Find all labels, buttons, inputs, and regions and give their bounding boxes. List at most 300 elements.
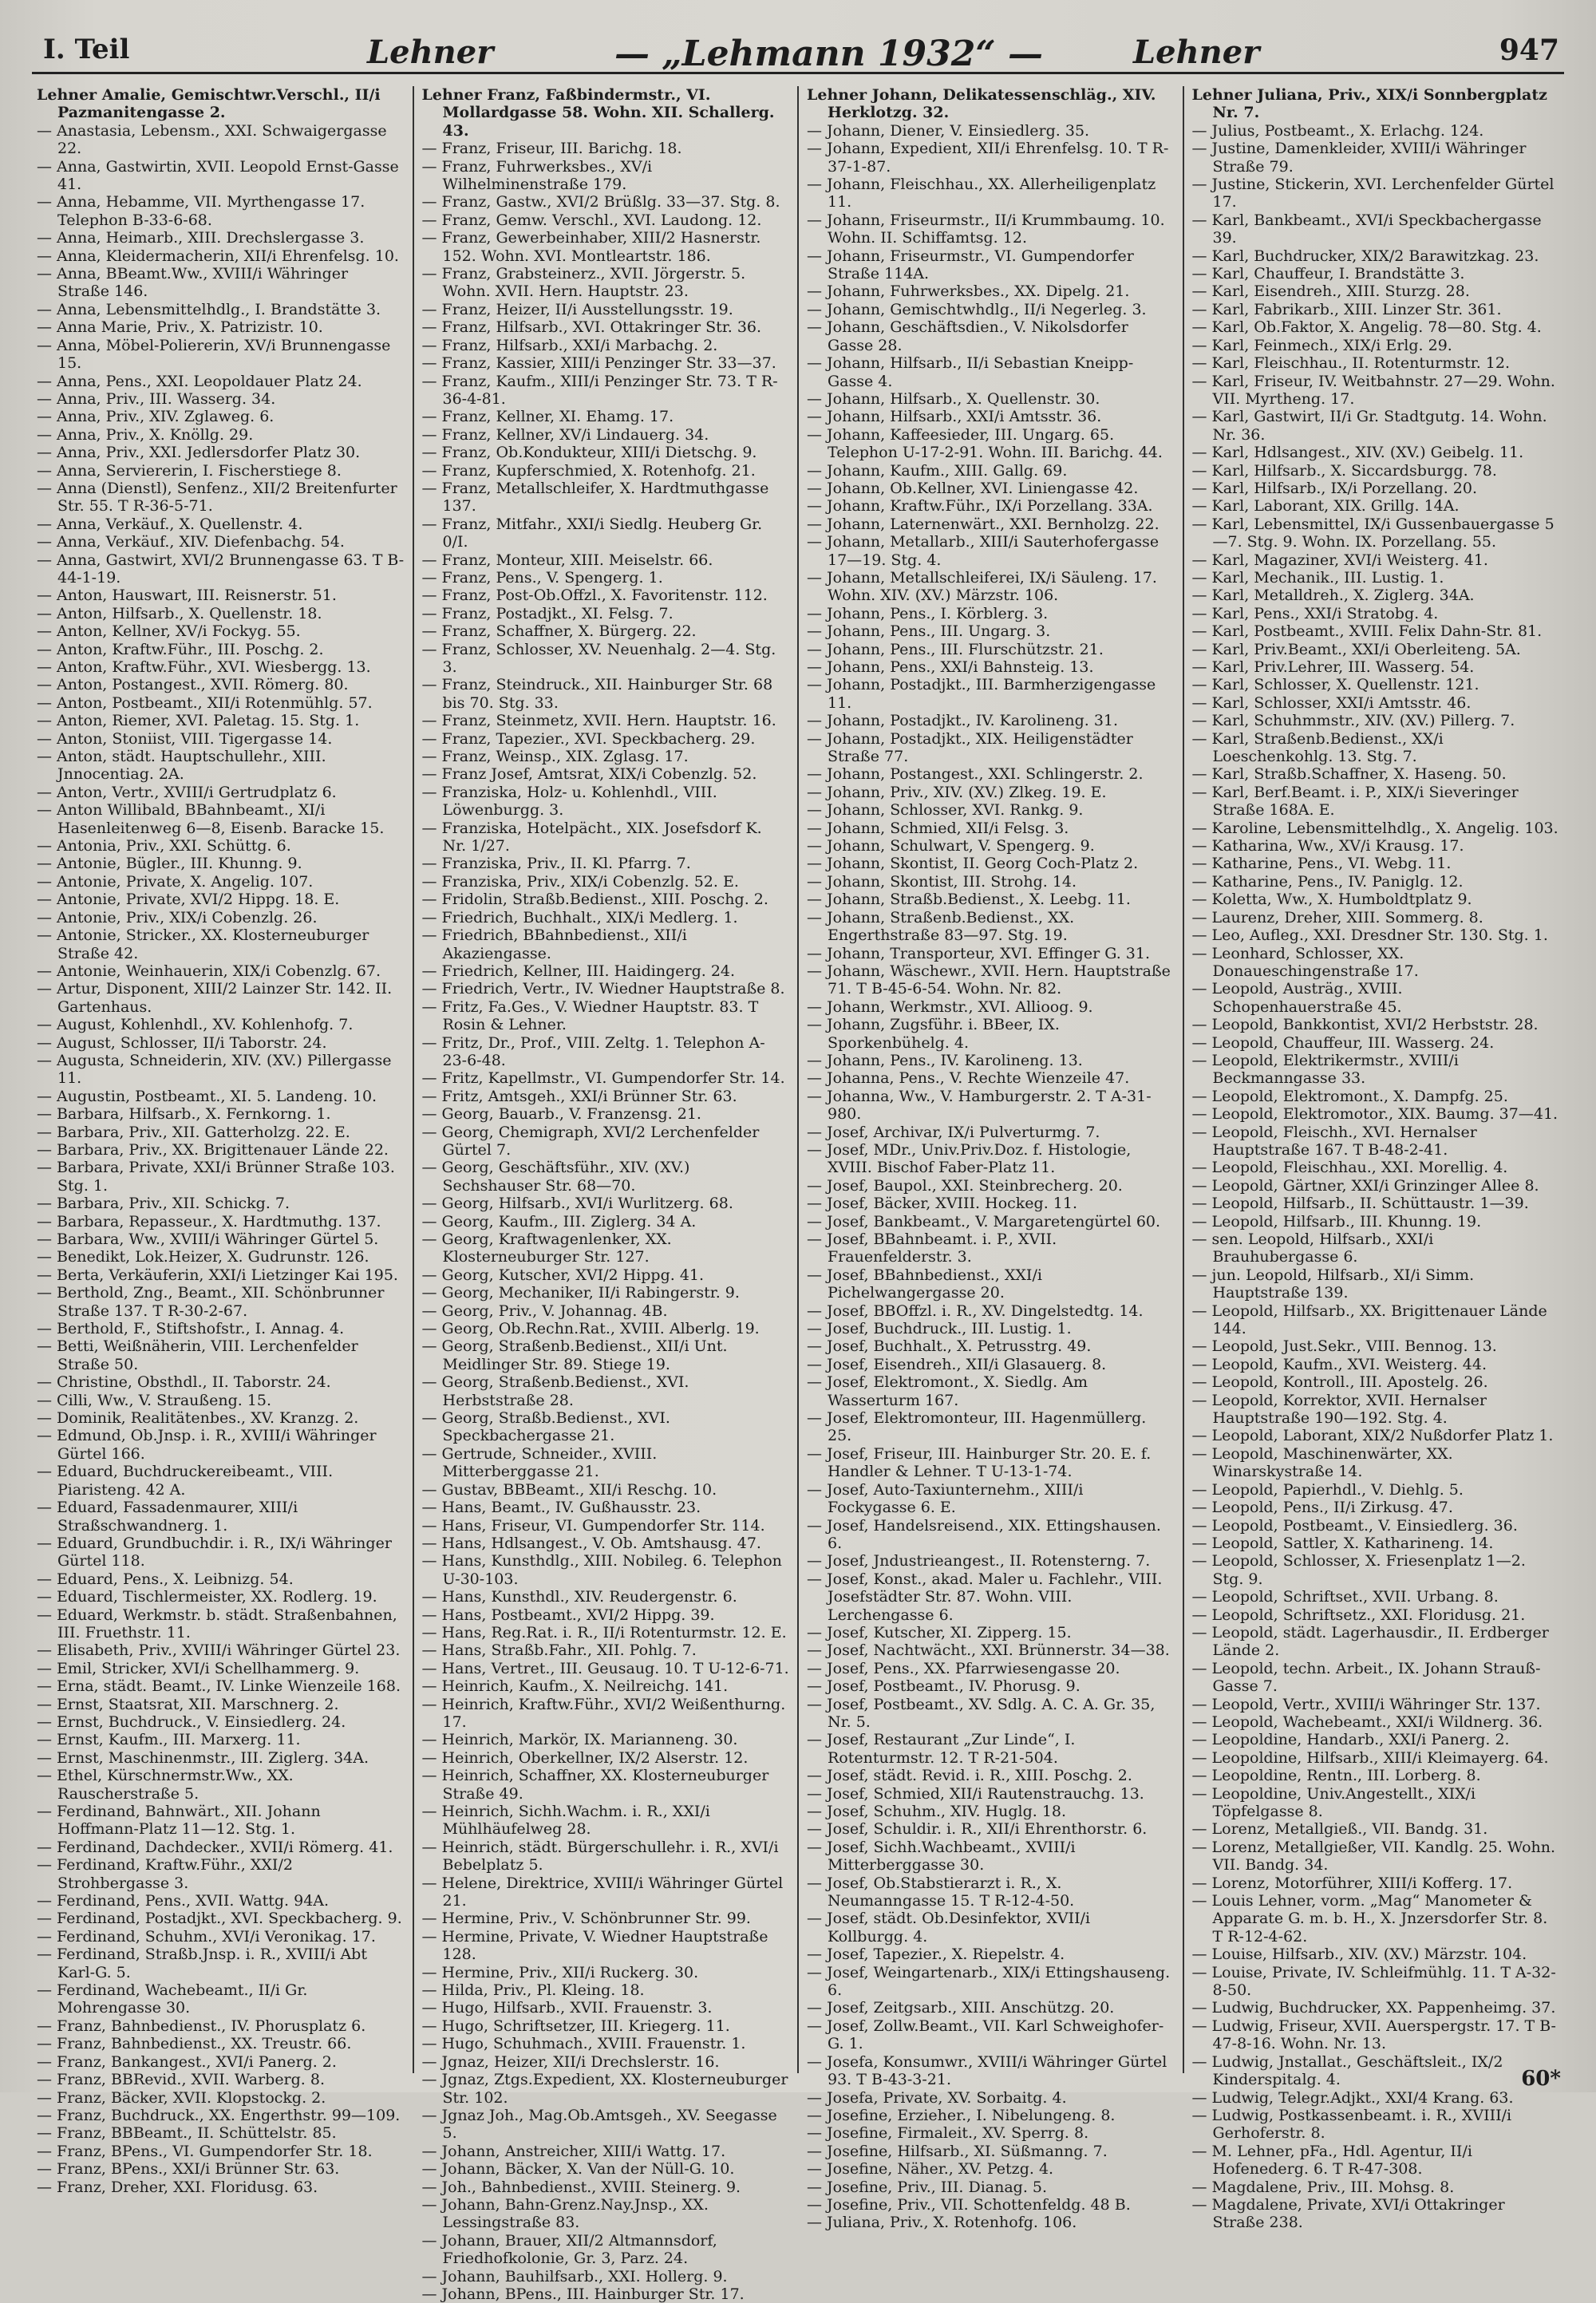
directory-entry: — Karl, Schlosser, X. Quellenstr. 121. bbox=[1191, 676, 1479, 694]
directory-entry: — Leopold, Gärtner, XXI/i Grinzinger Allee 8. bbox=[1191, 1176, 1539, 1195]
directory-entry: — Johann, Hilfsarb., X. Quellenstr. 30. bbox=[807, 389, 1100, 408]
directory-entry: — Johann, Werkmstr., XVI. Allioog. 9. bbox=[807, 997, 1093, 1016]
directory-entry: — Josef, Weingartenarb., XIX/i Ettingshauseng. 6. bbox=[807, 1963, 1171, 2000]
directory-entry: — Benedikt, Lok.Heizer, X. Gudrunstr. 126. bbox=[37, 1248, 369, 1266]
directory-entry: — Friedrich, Buchhalt., XIX/i Medlerg. 1. bbox=[421, 908, 738, 926]
directory-entry: — Anna, Möbel-Poliererin, XV/i Brunnengasse 15. bbox=[37, 336, 391, 373]
directory-entry: — Anna, Verkäuf., XIV. Diefenbachg. 54. bbox=[37, 533, 345, 551]
directory-entry: — Georg, Chemigraph, XVI/2 Lerchenfelder Gürtel 7. bbox=[421, 1123, 760, 1159]
directory-entry: — Ludwig, Postkassenbeamt. i. R., XVIII/i Gerhoferstr. 8. bbox=[1191, 2106, 1512, 2143]
directory-entry: — Franz, Ob.Kondukteur, XIII/i Dietschg. 9. bbox=[421, 444, 757, 462]
directory-entry: — sen. Leopold, Hilfsarb., XXI/i Brauhubergasse 6. bbox=[1191, 1231, 1434, 1266]
directory-entry: — Eduard, Fassadenmaurer, XIII/i Straßschwandnerg. 1. bbox=[37, 1499, 298, 1535]
directory-entry: — Leopold, Fleischh., XVI. Hernalser Hauptstraße 167. T B-48-2-41. bbox=[1191, 1123, 1477, 1159]
directory-entry: — Barbara, Hilfsarb., X. Fernkorng. 1. bbox=[37, 1105, 331, 1124]
directory-entry: — Georg, Mechaniker, II/i Rabingerstr. 9. bbox=[421, 1284, 740, 1302]
directory-entry: — Eduard, Pens., X. Leibnizg. 54. bbox=[37, 1570, 294, 1588]
directory-entry: — Franz, Dreher, XXI. Floridusg. 63. bbox=[37, 2178, 318, 2196]
directory-entry: — Emil, Stricker, XVI/i Schellhammerg. 9. bbox=[37, 1659, 360, 1677]
directory-entry: — Hans, Reg.Rat. i. R., II/i Rotenturmstr. 12. E. bbox=[421, 1623, 787, 1641]
directory-entry: — Ferdinand, Dachdecker., XVII/i Römerg. 41. bbox=[37, 1838, 393, 1856]
directory-entry: — Josefa, Private, XV. Sorbaitg. 4. bbox=[807, 2088, 1067, 2107]
directory-entry: — Johann, Expedient, XII/i Ehrenfelsg. 10. T R-37-1-87. bbox=[807, 140, 1169, 176]
directory-entry: — Ludwig, Friseur, XVII. Auerspergstr. 17. T B-47-8-16. Wohn. Nr. 13. bbox=[1191, 2017, 1556, 2053]
directory-entry: — Leopold, Laborant, XIX/2 Nußdorfer Platz 1. bbox=[1191, 1427, 1554, 1445]
directory-entry: — Josef, MDr., Univ.Priv.Doz. f. Histologie, XVIII. Bischof Faber-Platz 11. bbox=[807, 1140, 1132, 1177]
directory-entry: — Johann, Fuhrwerksbes., XX. Dipelg. 21. bbox=[807, 282, 1130, 301]
directory-entry: — Johann, Kraftw.Führ., IX/i Porzellang. 33A. bbox=[807, 497, 1153, 516]
directory-entry: — Johann, Anstreicher, XIII/i Wattg. 17. bbox=[421, 2142, 726, 2160]
directory-entry: Lehner Franz, Faßbindermstr., VI. Mollardgasse 58. Wohn. XII. Schallerg. 43. bbox=[421, 86, 775, 140]
directory-entry: — Hugo, Hilfsarb., XVII. Frauenstr. 3. bbox=[421, 1999, 713, 2017]
directory-entry: — Betti, Weißnäherin, VIII. Lerchenfelder Straße 50. bbox=[37, 1337, 358, 1373]
directory-entry: — Anna, Verkäuf., X. Quellenstr. 4. bbox=[37, 515, 303, 533]
page-number: 947 bbox=[1499, 34, 1559, 67]
directory-entry: — Josef, städt. Ob.Desinfektor, XVII/i Kollburgg. 4. bbox=[807, 1910, 1091, 1946]
directory-entry: — Leopold, Kaufm., XVI. Weisterg. 44. bbox=[1191, 1355, 1487, 1373]
directory-entry: — Anton, Riemer, XVI. Paletag. 15. Stg. 1. bbox=[37, 712, 360, 730]
directory-entry: — Johann, Bauhilfsarb., XXI. Hollerg. 9. bbox=[421, 2267, 728, 2285]
directory-entry: — Karl, Schuhmmstr., XIV. (XV.) Pillerg. 7. bbox=[1191, 712, 1515, 730]
directory-entry: — Franz, Gemw. Verschl., XVI. Laudong. 12. bbox=[421, 211, 762, 229]
directory-entry: — Augustin, Postbeamt., XI. 5. Landeng. 10. bbox=[37, 1087, 377, 1105]
directory-entry: — Johann, Straßb.Bedienst., X. Leebg. 11. bbox=[807, 891, 1131, 909]
directory-entry: — Josef, Pens., XX. Pfarrwiesengasse 20. bbox=[807, 1659, 1120, 1677]
directory-entry: — Johann, Schmied, XII/i Felsg. 3. bbox=[807, 819, 1069, 837]
directory-entry: — Justine, Stickerin, XVI. Lerchenfelder Gürtel 17. bbox=[1191, 176, 1555, 211]
directory-entry: — Dominik, Realitätenbes., XV. Kranzg. 2. bbox=[37, 1409, 359, 1428]
directory-entry: — Ferdinand, Kraftw.Führ., XXI/2 Strohbergasse 3. bbox=[37, 1856, 293, 1892]
directory-entry: — Franz, BBBeamt., II. Schüttelstr. 85. bbox=[37, 2124, 337, 2143]
directory-entry: — Julius, Postbeamt., X. Erlachg. 124. bbox=[1191, 121, 1484, 140]
page-header bbox=[32, 30, 1564, 74]
directory-entry: — Leo, Aufleg., XXI. Dresdner Str. 130. Stg. 1. bbox=[1191, 926, 1548, 945]
directory-entry: — Franz, Mitfahr., XXI/i Siedlg. Heuberg Gr. 0/I. bbox=[421, 515, 763, 551]
directory-entry: — Franziska, Priv., II. Kl. Pfarrg. 7. bbox=[421, 855, 691, 873]
directory-entry: — Johann, Hilfsarb., II/i Sebastian Kneipp-Gasse 4. bbox=[807, 354, 1134, 390]
directory-entry: — Josefine, Erzieher., I. Nibelungeng. 8. bbox=[807, 2106, 1116, 2124]
directory-entry: — Anton, Kraftw.Führ., XVI. Wiesbergg. 13. bbox=[37, 658, 371, 676]
directory-entry: — Barbara, Priv., XX. Brigittenauer Lände 22. bbox=[37, 1140, 389, 1159]
directory-entry: — Anna, Serviererin, I. Fischerstiege 8. bbox=[37, 461, 342, 480]
directory-entry: — Georg, Kraftwagenlenker, XX. Klosterneuburger Str. 127. bbox=[421, 1231, 672, 1266]
directory-entry: — Johann, Ob.Kellner, XVI. Liniengasse 42. bbox=[807, 479, 1139, 497]
directory-entry: — Leopold, Sattler, X. Katharineng. 14. bbox=[1191, 1534, 1494, 1552]
directory-entry: — Franz, Pens., V. Spengerg. 1. bbox=[421, 568, 663, 587]
directory-entry: — Johann, Pens., XXI/i Bahnsteig. 13. bbox=[807, 658, 1094, 676]
directory-entry: — Karl, Straßenb.Bedienst., XX/i Loeschenkohlg. 13. Stg. 7. bbox=[1191, 729, 1444, 766]
directory-entry: — Josef, Archivar, IX/i Pulverturmg. 7. bbox=[807, 1123, 1100, 1141]
directory-entry: — Franz, Bäcker, XVII. Klopstockg. 2. bbox=[37, 2088, 326, 2107]
directory-entry: — Fritz, Fa.Ges., V. Wiedner Hauptstr. 83. T Rosin & Lehner. bbox=[421, 997, 759, 1034]
directory-entry: — Josef, Schuldir. i. R., XII/i Ehrenthorstr. 6. bbox=[807, 1820, 1148, 1839]
directory-entry: — Josef, Nachtwächt., XXI. Brünnerstr. 34—38. bbox=[807, 1641, 1170, 1660]
directory-entry: — Josef, Zollw.Beamt., VII. Karl Schweighofer-G. 1. bbox=[807, 2017, 1164, 2053]
directory-entry: — Jgnaz Joh., Mag.Ob.Amtsgeh., XV. Seegasse 5. bbox=[421, 2106, 777, 2143]
directory-entry: — Johann, Straßenb.Bedienst., XX. Engerthstraße 83—97. Stg. 19. bbox=[807, 908, 1075, 945]
directory-entry: — Antonia, Priv., XXI. Schüttg. 6. bbox=[37, 837, 291, 855]
directory-entry: — Berta, Verkäuferin, XXI/i Lietzinger Kai 195. bbox=[37, 1266, 398, 1284]
directory-entry: — Josef, BBOffzl. i. R., XV. Dingelstedtg. 14. bbox=[807, 1302, 1144, 1320]
directory-entry: — Johann, Fleischhau., XX. Allerheiligenplatz 11. bbox=[807, 176, 1156, 211]
directory-entry: — Karl, Fabrikarb., XIII. Linzer Str. 361. bbox=[1191, 300, 1502, 318]
directory-entry: — Ernst, Staatsrat, XII. Marschnerg. 2. bbox=[37, 1695, 339, 1713]
directory-entry: — Karl, Hilfsarb., IX/i Porzellang. 20. bbox=[1191, 479, 1478, 497]
directory-entry: — Ferdinand, Bahnwärt., XII. Johann Hoffmann-Platz 11—12. Stg. 1. bbox=[37, 1803, 321, 1839]
directory-entry: — Karl, Berf.Beamt. i. P., XIX/i Sieveringer Straße 168A. E. bbox=[1191, 783, 1519, 820]
directory-entry: — Anton, Postangest., XVII. Römerg. 80. bbox=[37, 676, 349, 694]
directory-entry: — Gertrude, Schneider., XVIII. Mitterberggasse 21. bbox=[421, 1444, 658, 1481]
directory-columns bbox=[29, 86, 1567, 2303]
directory-entry: — Josef, Elektromonteur, III. Hagenmüllerg. 25. bbox=[807, 1409, 1147, 1445]
directory-entry: — Franz, Kassier, XIII/i Penzinger Str. 33—37. bbox=[421, 354, 776, 373]
directory-entry: — Leopold, Schlosser, X. Friesenplatz 1—2. Stg. 9. bbox=[1191, 1552, 1526, 1588]
directory-entry: — Anna, Heimarb., XIII. Drechslergasse 3. bbox=[37, 229, 365, 247]
directory-entry: — Louise, Private, IV. Schleifmühlg. 11. T A-32-8-50. bbox=[1191, 1963, 1556, 2000]
directory-entry: — Franz, Hilfsarb., XXI/i Marbachg. 2. bbox=[421, 336, 718, 354]
directory-entry: — Heinrich, Oberkellner, IX/2 Alserstr. 12. bbox=[421, 1748, 749, 1767]
directory-entry: — Johann, Brauer, XII/2 Altmannsdorf, Friedhofkolonie, Gr. 3, Parz. 24. bbox=[421, 2231, 717, 2268]
directory-entry: — Georg, Priv., V. Johannag. 4B. bbox=[421, 1302, 668, 1320]
directory-entry: — Josef, Zeitgsarb., XIII. Anschützg. 20. bbox=[807, 1999, 1115, 2017]
directory-entry: — Leopold, Just.Sekr., VIII. Bennog. 13. bbox=[1191, 1337, 1497, 1356]
directory-entry: — Leopoldine, Hilfsarb., XIII/i Kleimayerg. 64. bbox=[1191, 1748, 1549, 1767]
directory-entry: — Josef, Elektromont., X. Siedlg. Am Wasserturm 167. bbox=[807, 1373, 1088, 1409]
directory-entry: — Josef, städt. Revid. i. R., XIII. Poschg. 2. bbox=[807, 1767, 1132, 1785]
directory-entry: — Leopold, Chauffeur, III. Wasserg. 24. bbox=[1191, 1033, 1495, 1052]
directory-entry: — Karl, Bankbeamt., XVI/i Speckbachergasse 39. bbox=[1191, 211, 1542, 247]
directory-entry: — Johann, Metallschleiferei, IX/i Säuleng. 17. Wohn. XIV. (XV.) Märzstr. 106. bbox=[807, 568, 1157, 605]
directory-entry: — Koletta, Ww., X. Humboldtplatz 9. bbox=[1191, 891, 1472, 909]
directory-entry: — Barbara, Priv., XII. Schickg. 7. bbox=[37, 1195, 290, 1213]
directory-entry: — Elisabeth, Priv., XVIII/i Währinger Gürtel 23. bbox=[37, 1641, 401, 1660]
directory-entry: — Leopold, Schriftsetz., XXI. Floridusg. 21. bbox=[1191, 1606, 1526, 1624]
directory-entry: — Heinrich, Markör, IX. Marianneng. 30. bbox=[421, 1731, 738, 1749]
directory-entry: — Hermine, Priv., XII/i Ruckerg. 30. bbox=[421, 1963, 699, 1981]
directory-entry: — Karl, Priv.Lehrer, III. Wasserg. 54. bbox=[1191, 658, 1475, 676]
directory-entry: — Anna, Pens., XXI. Leopoldauer Platz 24. bbox=[37, 372, 362, 390]
directory-entry: — Josef, Postbeamt., IV. Phorusg. 9. bbox=[807, 1677, 1080, 1696]
directory-entry: — Joh., Bahnbedienst., XVIII. Steinerg. 9. bbox=[421, 2178, 741, 2196]
directory-entry: — Franziska, Holz- u. Kohlenhdl., VIII. Löwenburgg. 3. bbox=[421, 783, 717, 820]
directory-entry: — Josef, Jndustrieangest., II. Rotensterng. 7. bbox=[807, 1552, 1151, 1570]
directory-entry: — Leopold, Kontroll., III. Apostelg. 26. bbox=[1191, 1373, 1488, 1392]
directory-entry: — Josef, Sichh.Wachbeamt., XVIII/i Mitterberggasse 30. bbox=[807, 1838, 1076, 1874]
directory-entry: — Franz, Schlosser, XV. Neuenhalg. 2—4. Stg. 3. bbox=[421, 640, 776, 676]
directory-entry: — Johann, Skontist, III. Strohg. 14. bbox=[807, 872, 1077, 891]
directory-entry: — Georg, Straßenb.Bedienst., XVI. Herbststraße 28. bbox=[421, 1373, 689, 1409]
directory-entry: — Ferdinand, Postadjkt., XVI. Speckbacherg. 9. bbox=[37, 1910, 402, 1928]
directory-entry: — Anna Marie, Priv., X. Patrizistr. 10. bbox=[37, 318, 323, 337]
directory-entry: — Leopold, Fleischhau., XXI. Morellig. 4. bbox=[1191, 1159, 1508, 1177]
directory-entry: — Louise, Hilfsarb., XIV. (XV.) Märzstr. 104. bbox=[1191, 1946, 1527, 1964]
directory-entry: — Anton, Vertr., XVIII/i Gertrudplatz 6. bbox=[37, 783, 337, 801]
directory-entry: — Josef, Postbeamt., XV. Sdlg. A. C. A. Gr. 35, Nr. 5. bbox=[807, 1695, 1156, 1731]
directory-entry: — Antonie, Weinhauerin, XIX/i Cobenzlg. 67. bbox=[37, 962, 381, 980]
directory-entry: — Hugo, Schriftsetzer, III. Kriegerg. 11. bbox=[421, 2017, 730, 2035]
directory-entry: — Erna, städt. Beamt., IV. Linke Wienzeile 168. bbox=[37, 1677, 401, 1696]
directory-entry: — Josef, Bankbeamt., V. Margaretengürtel 60. bbox=[807, 1212, 1161, 1231]
directory-entry: — Johann, Postadjkt., IV. Karolineng. 31. bbox=[807, 712, 1119, 730]
directory-entry: — Franz, BPens., XXI/i Brünner Str. 63. bbox=[37, 2160, 340, 2179]
directory-entry: — Eduard, Grundbuchdir. i. R., IX/i Währinger Gürtel 118. bbox=[37, 1534, 392, 1570]
directory-entry: — Helene, Direktrice, XVIII/i Währinger Gürtel 21. bbox=[421, 1874, 784, 1910]
directory-entry: — Leopold, Hilfsarb., II. Schüttaustr. 1—39. bbox=[1191, 1195, 1529, 1213]
directory-entry: — Franz, Steindruck., XII. Hainburger Str. 68 bis 70. Stg. 33. bbox=[421, 676, 773, 712]
directory-entry: — Karl, Postbeamt., XVIII. Felix Dahn-Str. 81. bbox=[1191, 622, 1543, 641]
directory-entry: — Anton, Kraftw.Führ., III. Poschg. 2. bbox=[37, 640, 324, 658]
directory-entry: — Leopold, Postbeamt., V. Einsiedlerg. 36. bbox=[1191, 1516, 1518, 1535]
directory-entry: — Hans, Straßb.Fahr., XII. Pohlg. 7. bbox=[421, 1641, 697, 1660]
directory-entry: — Josefine, Firmaleit., XV. Sperrg. 8. bbox=[807, 2124, 1089, 2143]
directory-entry: — Georg, Straßenb.Bedienst., XII/i Unt. Meidlinger Str. 89. Stiege 19. bbox=[421, 1337, 728, 1373]
directory-entry: — Georg, Kaufm., III. Ziglerg. 34 A. bbox=[421, 1212, 697, 1231]
directory-entry: — Karl, Ob.Faktor, X. Angelig. 78—80. Stg. 4. bbox=[1191, 318, 1542, 337]
directory-entry: — Johann, Bahn-Grenz.Nay.Jnsp., XX. Lessingstraße 83. bbox=[421, 2195, 709, 2232]
directory-entry: — Georg, Bauarb., V. Franzensg. 21. bbox=[421, 1105, 701, 1124]
directory-entry: — Karl, Straßb.Schaffner, X. Haseng. 50. bbox=[1191, 765, 1507, 784]
directory-entry: — Franz, Bankangest., XVI/i Panerg. 2. bbox=[37, 2052, 337, 2071]
directory-entry: — Josef, Restaurant „Zur Linde“, I. Rotenturmstr. 12. T R-21-504. bbox=[807, 1731, 1076, 1767]
directory-entry: — Leopold, Pens., II/i Zirkusg. 47. bbox=[1191, 1499, 1453, 1517]
directory-entry: — Franz, Fuhrwerksbes., XV/i Wilhelminenstraße 179. bbox=[421, 157, 653, 194]
directory-entry: — Anton Willibald, BBahnbeamt., XI/i Hasenleitenweg 6—8, Eisenb. Baracke 15. bbox=[37, 801, 385, 837]
directory-entry: — Franz, Friseur, III. Barichg. 18. bbox=[421, 140, 682, 158]
directory-entry: — Karl, Pens., XXI/i Stratobg. 4. bbox=[1191, 604, 1439, 622]
directory-entry: — Barbara, Private, XXI/i Brünner Straße 103. Stg. 1. bbox=[37, 1159, 395, 1195]
directory-entry: — Johanna, Ww., V. Hamburgerstr. 2. T A-31-980. bbox=[807, 1087, 1152, 1124]
directory-entry: Lehner Johann, Delikatessenschläg., XIV. Herklotzg. 32. bbox=[807, 86, 1156, 122]
directory-entry: — Lorenz, Metallgießer, VII. Kandlg. 25. Wohn. VII. Bandg. 34. bbox=[1191, 1838, 1556, 1874]
directory-entry: — Karl, Gastwirt, II/i Gr. Stadtgutg. 14. Wohn. Nr. 36. bbox=[1191, 408, 1547, 444]
directory-entry: — Karl, Metalldreh., X. Ziglerg. 34A. bbox=[1191, 587, 1475, 605]
directory-entry: — Ernst, Buchdruck., V. Einsiedlerg. 24. bbox=[37, 1712, 346, 1731]
directory-entry: — Johann, Zugsführ. i. BBeer, IX. Sporkenbühelg. 4. bbox=[807, 1016, 1060, 1052]
directory-entry: — Josef, Buchhalt., X. Petrusstrg. 49. bbox=[807, 1337, 1092, 1356]
directory-entry: — Leonhard, Schlosser, XX. Donaueschingenstraße 17. bbox=[1191, 944, 1419, 980]
directory-entry: — Magdalene, Private, XVI/i Ottakringer Straße 238. bbox=[1191, 2195, 1505, 2232]
directory-entry: — Karl, Laborant, XIX. Grillg. 14A. bbox=[1191, 497, 1460, 516]
directory-entry: — Franziska, Hotelpächt., XIX. Josefsdorf K. Nr. 1/27. bbox=[421, 819, 762, 855]
directory-entry: — Justine, Damenkleider, XVIII/i Währinger Straße 79. bbox=[1191, 140, 1527, 176]
directory-entry: — Heinrich, Schaffner, XX. Klosterneuburger Straße 49. bbox=[421, 1767, 769, 1803]
directory-entry: — Anna, Hebamme, VII. Myrthengasse 17. Telephon B-33-6-68. bbox=[37, 193, 365, 229]
directory-entry: — Jgnaz, Heizer, XII/i Drechslerstr. 16. bbox=[421, 2052, 720, 2071]
directory-entry: — Ernst, Maschinenmstr., III. Ziglerg. 34A. bbox=[37, 1748, 369, 1767]
directory-entry: — Josef, Buchdruck., III. Lustig. 1. bbox=[807, 1320, 1072, 1338]
directory-entry: — Leopoldine, Univ.Angestellt., XIX/i Töpfelgasse 8. bbox=[1191, 1784, 1476, 1820]
directory-entry: — Johann, BPens., III. Hainburger Str. 17. bbox=[421, 2285, 745, 2303]
directory-entry: — Anton, Hilfsarb., X. Quellenstr. 18. bbox=[37, 604, 322, 622]
directory-entry: — Christine, Obsthdl., II. Taborstr. 24. bbox=[37, 1373, 331, 1392]
directory-entry: — Johann, Laternenwärt., XXI. Bernholzg. 22. bbox=[807, 515, 1159, 533]
directory-entry: — Josef, Baupol., XXI. Steinbrecherg. 20. bbox=[807, 1176, 1123, 1195]
directory-entry: — Franz, Heizer, II/i Ausstellungsstr. 19. bbox=[421, 300, 733, 318]
directory-entry: — Anton, Hauswart, III. Reisnerstr. 51. bbox=[37, 587, 337, 605]
directory-entry: — Anastasia, Lebensm., XXI. Schwaigergasse 22. bbox=[37, 121, 387, 158]
signature-mark: 60* bbox=[1521, 2067, 1561, 2091]
directory-entry: — Ferdinand, Wachebeamt., II/i Gr. Mohrengasse 30. bbox=[37, 1981, 308, 2017]
directory-entry: — Georg, Ob.Rechn.Rat., XVIII. Alberlg. 19. bbox=[421, 1320, 760, 1338]
directory-entry: — Katharine, Pens., VI. Webg. 11. bbox=[1191, 855, 1452, 873]
directory-entry: — Karl, Hilfsarb., X. Siccardsburgg. 78. bbox=[1191, 461, 1497, 480]
directory-entry: — Anna (Dienstl), Senfenz., XII/2 Breitenfurter Str. 55. T R-36-5-71. bbox=[37, 479, 397, 516]
directory-entry: — Anna, Gastwirtin, XVII. Leopold Ernst-Gasse 41. bbox=[37, 157, 399, 194]
directory-entry: — Anna, Lebensmittelhdlg., I. Brandstätte 3. bbox=[37, 300, 381, 318]
directory-entry: — Barbara, Repasseur., X. Hardtmuthg. 137. bbox=[37, 1212, 381, 1231]
directory-entry: — Franz, Kellner, XV/i Lindauerg. 34. bbox=[421, 425, 709, 444]
directory-entry: — Fritz, Kapellmstr., VI. Gumpendorfer Str. 14. bbox=[421, 1069, 785, 1088]
directory-entry: Lehner Amalie, Gemischtwr.Verschl., II/i Pazmanitengasse 2. bbox=[37, 86, 381, 122]
directory-entry: — Johann, Gemischtwhdlg., II/i Negerleg. 3. bbox=[807, 300, 1147, 318]
directory-entry: — Katharina, Ww., XV/i Krausg. 17. bbox=[1191, 837, 1464, 855]
directory-entry: — Johann, Pens., III. Flurschützstr. 21. bbox=[807, 640, 1104, 658]
directory-entry: — Johann, Kaffeesieder, III. Ungarg. 65. Telephon U-17-2-91. Wohn. III. Barichg. 44. bbox=[807, 425, 1163, 462]
directory-entry: — Hans, Hdlsangest., V. Ob. Amtshausg. 47. bbox=[421, 1534, 761, 1552]
directory-entry: — Johann, Skontist, II. Georg Coch-Platz 2. bbox=[807, 855, 1139, 873]
directory-entry: — Anna, Priv., XXI. Jedlersdorfer Platz 30. bbox=[37, 444, 361, 462]
directory-entry: — Johann, Friseurmstr., VI. Gumpendorfer Straße 114A. bbox=[807, 247, 1134, 283]
directory-entry: — Josef, Handelsreisend., XIX. Ettingshausen. 6. bbox=[807, 1516, 1161, 1552]
column-2 bbox=[414, 86, 800, 2303]
directory-entry: — Franz, Gewerbeinhaber, XIII/2 Hasnerstr. 152. Wohn. XVI. Montleartstr. 186. bbox=[421, 229, 761, 265]
directory-entry: — Karl, Mechanik., III. Lustig. 1. bbox=[1191, 568, 1444, 587]
directory-entry: — Hermine, Private, V. Wiedner Hauptstraße 128. bbox=[421, 1927, 768, 1964]
directory-entry: — Cilli, Ww., V. Straußeng. 15. bbox=[37, 1391, 272, 1409]
section-label: I. Teil bbox=[43, 34, 130, 65]
directory-entry: — Leopold, Vertr., XVIII/i Währinger Str. 137. bbox=[1191, 1695, 1541, 1713]
directory-entry: — Ludwig, Jnstallat., Geschäftsleit., IX/2 Kinderspitalg. 4. bbox=[1191, 2052, 1503, 2089]
directory-entry: — Johann, Diener, V. Einsiedlerg. 35. bbox=[807, 121, 1090, 140]
directory-entry: — Ferdinand, Straßb.Jnsp. i. R., XVIII/i Abt Karl-G. 5. bbox=[37, 1946, 367, 1981]
directory-entry: — Josefine, Hilfsarb., XI. Süßmanng. 7. bbox=[807, 2142, 1108, 2160]
directory-entry: — Eduard, Buchdruckereibeamt., VIII. Piaristeng. 42 A. bbox=[37, 1463, 334, 1499]
directory-entry: — Hans, Kunsthdlg., XIII. Nobileg. 6. Telephon U-30-103. bbox=[421, 1552, 782, 1588]
directory-entry: — Friedrich, Kellner, III. Haidingerg. 24. bbox=[421, 962, 736, 980]
directory-entry: — Josefine, Priv., VII. Schottenfeldg. 48 B. bbox=[807, 2195, 1131, 2214]
directory-entry: — Franziska, Priv., XIX/i Cobenzlg. 52. E. bbox=[421, 872, 739, 891]
directory-entry: Lehner Juliana, Priv., XIX/i Sonnbergplatz Nr. 7. bbox=[1191, 86, 1547, 122]
directory-entry: — Franz, Grabsteinerz., XVII. Jörgerstr. 5. Wohn. XVII. Hern. Hauptstr. 23. bbox=[421, 265, 746, 301]
directory-entry: — Anna, Priv., III. Wasserg. 34. bbox=[37, 389, 276, 408]
directory-entry: — Hans, Kunsthdl., XIV. Reudergenstr. 6. bbox=[421, 1588, 737, 1606]
directory-entry: — Fritz, Dr., Prof., VIII. Zeltg. 1. Telephon A-23-6-48. bbox=[421, 1033, 765, 1069]
directory-entry: — Johann, Postadjkt., III. Barmherzigengasse 11. bbox=[807, 676, 1156, 712]
directory-entry: — Georg, Straßb.Bedienst., XVI. Speckbachergasse 21. bbox=[421, 1409, 670, 1445]
directory-entry: — Franz, Post-Ob.Offzl., X. Favoritenstr. 112. bbox=[421, 587, 768, 605]
directory-entry: — Antonie, Bügler., III. Khunng. 9. bbox=[37, 855, 302, 873]
publication-title: — „Lehmann 1932“ — bbox=[614, 34, 1044, 74]
directory-entry: — Franz, Weinsp., XIX. Zglasg. 17. bbox=[421, 748, 689, 766]
directory-entry: — Hans, Postbeamt., XVI/2 Hippg. 39. bbox=[421, 1606, 715, 1624]
directory-entry: — Franz, Kupferschmied, X. Rotenhofg. 21. bbox=[421, 461, 756, 480]
directory-entry: — Karl, Magaziner, XVI/i Weisterg. 41. bbox=[1191, 551, 1488, 569]
directory-entry: — Leopold, Papierhdl., V. Diehlg. 5. bbox=[1191, 1480, 1464, 1499]
directory-entry: — Josef, Bäcker, XVIII. Hockeg. 11. bbox=[807, 1195, 1077, 1213]
directory-entry: — Franz, Monteur, XIII. Meiselstr. 66. bbox=[421, 551, 713, 569]
directory-entry: — Leopold, Korrektor, XVII. Hernalser Hauptstraße 190—192. Stg. 4. bbox=[1191, 1391, 1487, 1428]
directory-entry: — jun. Leopold, Hilfsarb., XI/i Simm. Hauptstraße 139. bbox=[1191, 1266, 1475, 1302]
directory-entry: — Leopold, Elektrikermstr., XVIII/i Beckmanngasse 33. bbox=[1191, 1051, 1459, 1088]
directory-entry: — Josef, Friseur, III. Hainburger Str. 20. E. f. Handler & Lehner. T U-13-1-74. bbox=[807, 1444, 1152, 1481]
directory-entry: — M. Lehner, pFa., Hdl. Agentur, II/i Hofenederg. 6. T R-47-308. bbox=[1191, 2142, 1472, 2179]
directory-entry: — Hugo, Schuhmach., XVIII. Frauenstr. 1. bbox=[421, 2035, 746, 2053]
directory-entry: — Johann, Wäschewr., XVII. Hern. Hauptstraße 71. T B-45-6-54. Wohn. Nr. 82. bbox=[807, 962, 1171, 998]
directory-entry: — Josef, Ob.Stabstierarzt i. R., X. Neumanngasse 15. T R-12-4-50. bbox=[807, 1874, 1075, 1910]
directory-entry: — Johann, Geschäftsdien., V. Nikolsdorfer Gasse 28. bbox=[807, 318, 1128, 354]
directory-entry: — Leopold, Bankkontist, XVI/2 Herbststr. 28. bbox=[1191, 1016, 1539, 1034]
directory-entry: — Johann, Metallarb., XIII/i Sauterhofergasse 17—19. Stg. 4. bbox=[807, 533, 1159, 569]
directory-entry: — Karl, Priv.Beamt., XXI/i Oberleiteng. 5A. bbox=[1191, 640, 1521, 658]
directory-entry: — Eduard, Tischlermeister, XX. Rodlerg. 19. bbox=[37, 1588, 377, 1606]
directory-entry: — Johann, Postangest., XXI. Schlingerstr. 2. bbox=[807, 765, 1144, 784]
directory-entry: — Josefine, Priv., III. Dianag. 5. bbox=[807, 2178, 1048, 2196]
directory-entry: — Johann, Postadjkt., XIX. Heiligenstädter Straße 77. bbox=[807, 729, 1133, 766]
directory-entry: — Antonie, Private, X. Angelig. 107. bbox=[37, 872, 314, 891]
directory-entry: — Laurenz, Dreher, XIII. Sommerg. 8. bbox=[1191, 908, 1483, 926]
directory-entry: — Leopoldine, Rentn., III. Lorberg. 8. bbox=[1191, 1767, 1481, 1785]
directory-entry: — Franz, Metallschleifer, X. Hardtmuthgasse 137. bbox=[421, 479, 769, 516]
directory-entry: — Artur, Disponent, XIII/2 Lainzer Str. 142. II. Gartenhaus. bbox=[37, 980, 393, 1016]
directory-entry: — Anna, Priv., XIV. Zglaweg. 6. bbox=[37, 408, 275, 426]
directory-entry: — Edmund, Ob.Jnsp. i. R., XVIII/i Währinger Gürtel 166. bbox=[37, 1427, 377, 1463]
directory-entry: — Karl, Hdlsangest., XIV. (XV.) Geibelg. 11. bbox=[1191, 444, 1524, 462]
directory-entry: — Berthold, F., Stiftshofstr., I. Annag. 4. bbox=[37, 1320, 345, 1338]
directory-entry: — Leopoldine, Handarb., XXI/i Panerg. 2. bbox=[1191, 1731, 1510, 1749]
directory-entry: — Josef, Auto-Taxiunternehm., XIII/i Fockygasse 6. E. bbox=[807, 1480, 1084, 1517]
directory-entry: — Hans, Vertret., III. Geusaug. 10. T U-12-6-71. bbox=[421, 1659, 789, 1677]
directory-entry: — Anna, Gastwirt, XVI/2 Brunnengasse 63. T B-44-1-19. bbox=[37, 551, 405, 587]
directory-entry: — Eduard, Werkmstr. b. städt. Straßenbahnen, III. Fruethstr. 11. bbox=[37, 1606, 397, 1641]
directory-entry: — Franz, Schaffner, X. Bürgerg. 22. bbox=[421, 622, 697, 641]
directory-entry: — Karl, Buchdrucker, XIX/2 Barawitzkag. 23. bbox=[1191, 247, 1539, 265]
directory-entry: — Barbara, Priv., XII. Gatterholzg. 22. E. bbox=[37, 1123, 350, 1141]
directory-entry: — Josefine, Näher., XV. Petzg. 4. bbox=[807, 2160, 1054, 2179]
directory-entry: — August, Schlosser, II/i Taborstr. 24. bbox=[37, 1033, 327, 1052]
directory-entry: — Leopold, Elektromotor., XIX. Baumg. 37—41. bbox=[1191, 1105, 1558, 1124]
directory-entry: — Anton, Kellner, XV/i Fockyg. 55. bbox=[37, 622, 301, 641]
column-1 bbox=[29, 86, 414, 2196]
directory-entry: — Antonie, Stricker., XX. Klosterneuburger Straße 42. bbox=[37, 926, 369, 962]
directory-entry: — Lorenz, Metallgieß., VII. Bandg. 31. bbox=[1191, 1820, 1488, 1839]
directory-entry: — Johann, Friseurmstr., II/i Krummbaumg. 10. Wohn. II. Schiffamtsg. 12. bbox=[807, 211, 1165, 247]
directory-entry: — Antonie, Priv., XIX/i Cobenzlg. 26. bbox=[37, 908, 318, 926]
directory-entry: — Friedrich, Vertr., IV. Wiedner Hauptstraße 8. bbox=[421, 980, 785, 998]
directory-entry: — Josef, Konst., akad. Maler u. Fachlehr., VIII. Josefstädter Str. 87. Wohn. VIII. Lerchengasse 6. bbox=[807, 1570, 1163, 1624]
directory-entry: — Josef, Eisendreh., XII/i Glasauerg. 8. bbox=[807, 1355, 1107, 1373]
directory-entry: — Johann, Bäcker, X. Van der Nüll-G. 10. bbox=[421, 2160, 735, 2179]
directory-entry: — Barbara, Ww., XVIII/i Währinger Gürtel 5. bbox=[37, 1231, 379, 1248]
directory-entry: — Ludwig, Telegr.Adjkt., XXI/4 Krang. 63. bbox=[1191, 2088, 1514, 2107]
directory-entry: — Franz, Gastw., XVI/2 Brüßlg. 33—37. Stg. 8. bbox=[421, 193, 780, 211]
directory-entry: — Heinrich, Sichh.Wachm. i. R., XXI/i Mühlhäufelweg 28. bbox=[421, 1803, 710, 1839]
directory-entry: — Ernst, Kaufm., III. Marxerg. 11. bbox=[37, 1731, 301, 1749]
directory-entry: — Johann, Pens., I. Körblerg. 3. bbox=[807, 604, 1049, 622]
directory-entry: — Franz Josef, Amtsrat, XIX/i Cobenzlg. 52. bbox=[421, 765, 757, 784]
directory-entry: — Josef, BBahnbeamt. i. P., XVII. Frauenfelderstr. 3. bbox=[807, 1231, 1057, 1266]
directory-entry: — Josefa, Konsumwr., XVIII/i Währinger Gürtel 93. T B-43-3-21. bbox=[807, 2052, 1167, 2089]
directory-entry: — Anton, Stoniist, VIII. Tigergasse 14. bbox=[37, 729, 333, 748]
directory-entry: — Ferdinand, Pens., XVII. Wattg. 94A. bbox=[37, 1892, 330, 1910]
directory-entry: — Anna, Priv., X. Knöllg. 29. bbox=[37, 425, 254, 444]
directory-entry: — Karl, Lebensmittel, IX/i Gussenbauergasse 5—7. Stg. 9. Wohn. IX. Porzellang. 55. bbox=[1191, 515, 1555, 551]
right-running-head: Lehner bbox=[1133, 34, 1260, 71]
directory-entry: — Johann, Kaufm., XIII. Gallg. 69. bbox=[807, 461, 1068, 480]
directory-entry: — Katharine, Pens., IV. Paniglg. 12. bbox=[1191, 872, 1464, 891]
directory-entry: — Berthold, Zng., Beamt., XII. Schönbrunner Straße 137. T R-30-2-67. bbox=[37, 1284, 385, 1320]
directory-entry: — Anna, BBeamt.Ww., XVIII/i Währinger Straße 146. bbox=[37, 265, 349, 301]
directory-entry: — Georg, Kutscher, XVI/2 Hippg. 41. bbox=[421, 1266, 705, 1284]
